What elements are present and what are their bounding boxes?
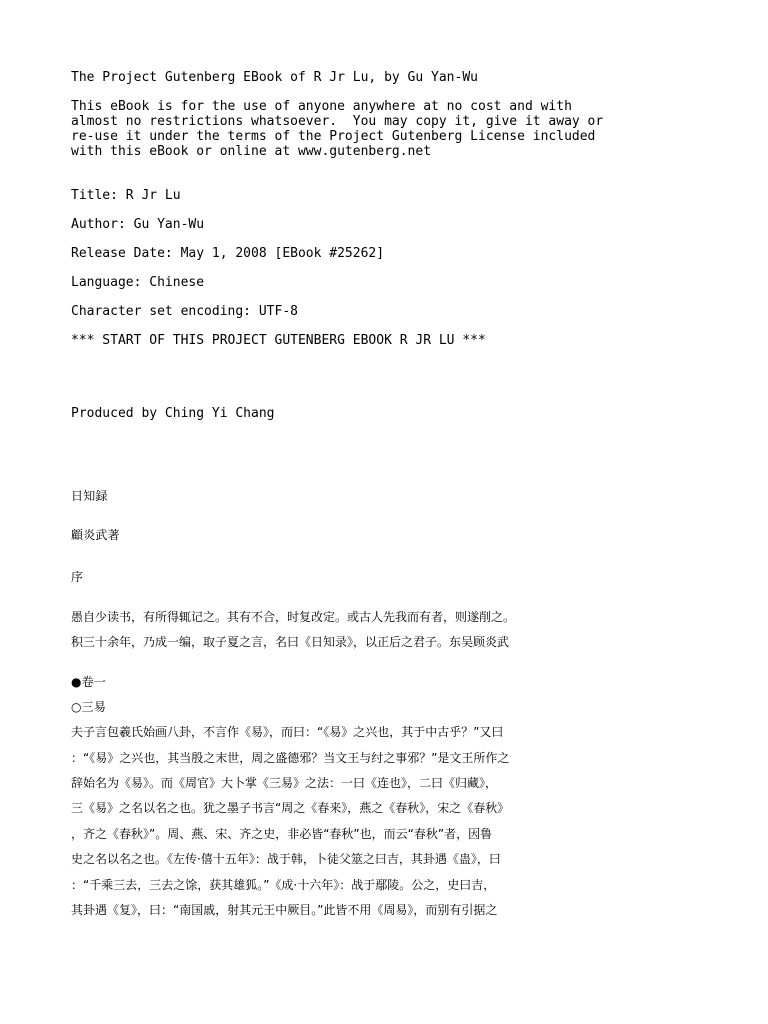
section-heading: ○三易 [71, 700, 107, 714]
body-line-2: ：“《易》之兴也，其当殷之末世，周之盛德邪？当文王与纣之事邪？”是文王所作之 [71, 751, 510, 765]
book-author: 顧炎武著 [71, 528, 120, 542]
body-line-6: 史之名以名之也。《左传·僖十五年》：战于韩，卜徒父筮之曰吉，其卦遇《蛊》，曰 [71, 852, 501, 866]
license-line-3: re-use it under the terms of the Project Gutenberg License included [71, 129, 596, 144]
license-line-1: This eBook is for the use of anyone anywhere at no cost and with [71, 99, 572, 114]
meta-title: Title: R Jr Lu [71, 188, 181, 203]
meta-release-date: Release Date: May 1, 2008 [EBook #25262] [71, 246, 385, 261]
producer-credit: Produced by Ching Yi Chang [71, 406, 275, 421]
body-line-3: 辞始名为《易》。而《周官》大卜掌《三易》之法：一曰《连也》，二曰《归藏》， [71, 776, 498, 790]
volume-heading: ●卷一 [71, 675, 107, 689]
body-line-5: ，齐之《春秋》”。周、燕、宋、齐之史，非必皆“春秋”也，而云“春秋”者，因鲁 [71, 827, 493, 841]
preface-heading: 序 [71, 570, 84, 584]
license-line-2: almost no restrictions whatsoever. You may copy it, give it away or [71, 114, 604, 129]
meta-encoding: Character set encoding: UTF-8 [71, 304, 298, 319]
meta-author: Author: Gu Yan-Wu [71, 217, 205, 232]
body-line-8: 其卦遇《复》，曰：“南国戚，射其元王中厥目。”此皆不用《周易》，而别有引据之 [71, 903, 498, 917]
ebook-title-line: The Project Gutenberg EBook of R Jr Lu, by Gu Yan-Wu [71, 70, 478, 85]
body-line-1: 夫子言包羲氏始画八卦，不言作《易》，而曰：“《易》之兴也，其于中古乎？”又曰 [71, 725, 504, 739]
license-line-4: with this eBook or online at www.gutenberg.net [71, 144, 432, 159]
body-line-4: 三《易》之名以名之也。犹之墨子书言“周之《春来》，燕之《春秋》，宋之《春秋》 [71, 801, 510, 815]
body-line-7: ：“千乘三去，三去之馀，获其雄狐。”《成·十六年》：战于鄢陵。公之，史曰吉， [71, 878, 496, 892]
preface-line-2: 积三十余年，乃成一编，取子夏之言，名曰《日知录》，以正后之君子。东吴顾炎武 [71, 635, 510, 649]
preface-line-1: 愚自少读书，有所得辄记之。其有不合，时复改定。或古人先我而有者，则遂削之。 [71, 610, 516, 624]
meta-language: Language: Chinese [71, 275, 205, 290]
start-marker: *** START OF THIS PROJECT GUTENBERG EBOOK R JR LU *** [71, 333, 486, 348]
book-title: 日知録 [71, 489, 108, 503]
